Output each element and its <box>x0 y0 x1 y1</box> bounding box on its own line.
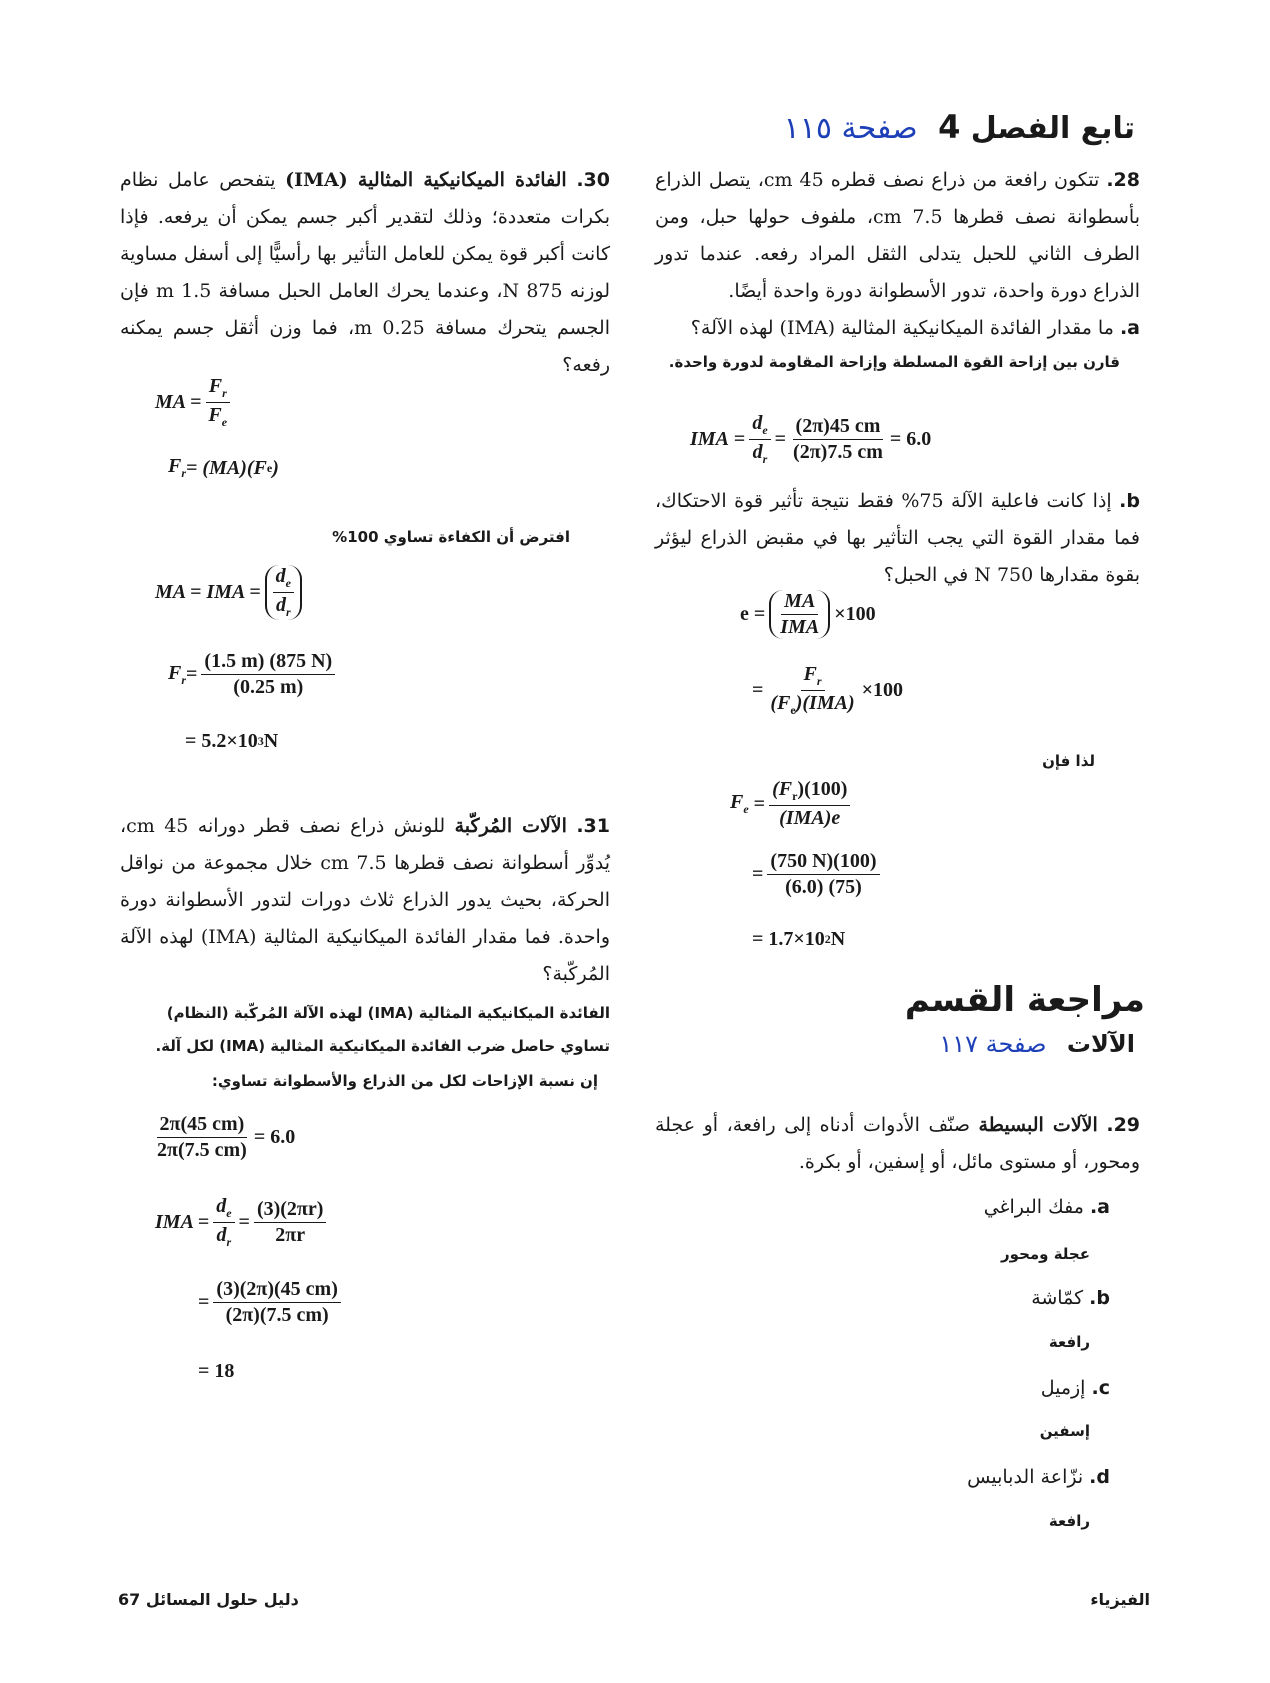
question-29 <box>655 1107 1140 1181</box>
q30-text: يتفحص عامل نظام بكرات متعددة؛ وذلك لتقدير أكبر جسم يمكن أن يرفعه. فإذا كانت أكبر قوة يمكن للعامل التأثير بها رأسيًّا إلى أسفل مساوية لوزنه 875 N، وعندما يحرك العامل الحبل مسافة 1.5 m فإن الجسم يتحرك مسافة 0.25 m، فما وزن أثقل جسم يمكنه رفعه؟ <box>120 169 610 376</box>
q28a-label: a. <box>1119 317 1140 339</box>
q28-text: تتكون رافعة من ذراع نصف قطره 45 cm، يتصل الذراع بأسطوانة نصف قطرها 7.5 cm، ملفوف حولها حبل، ومن الطرف الثاني للحبل يتدلى الثقل المراد رفعه. عندما تدور الذراع دورة واحدة، تدور الأسطوانة دورة واحدة أيضًا. <box>655 169 1140 302</box>
q28b-label: b. <box>1119 490 1140 512</box>
eq-lhs: IMA <box>690 428 729 450</box>
section-review-title: مراجعة القسم <box>904 980 1145 1020</box>
q29-item-c: c. إزميل <box>1040 1377 1110 1399</box>
q30-eq-ma: MA = $\frac{F_r}{F_e}$ <box>155 375 234 430</box>
q29-number: 29. <box>1106 1114 1141 1136</box>
q28-eq-fe: $F_e$ = $\frac{(F_r)(100)}{\text{(IMA)e}}$ <box>730 778 854 830</box>
q29-answer-b: رافعة <box>1048 1333 1090 1351</box>
q31-eq-values: = $\frac{(3)(2\pi)(45 cm)}{(2\pi)(7.5 cm)}$ <box>198 1278 345 1327</box>
q30-eq-ma-ima: MA = IMA = $\frac{d_e}{d_r}$ <box>155 565 306 620</box>
q30-assume: افترض أن الكفاءة تساوي 100% <box>332 528 570 546</box>
footer-right: الفيزياء <box>1090 1590 1150 1609</box>
q29-answer-a: عجلة ومحور <box>1001 1245 1090 1263</box>
q29-answer-d: رافعة <box>1048 1512 1090 1530</box>
q30-eq-result: = 5.2×10 3 N <box>185 730 279 752</box>
review-subtitle-text: الآلات <box>1066 1030 1135 1058</box>
section-review-subtitle <box>939 1030 1135 1058</box>
q28-eq-efficiency: e = $\frac{MA}{\text{IMA}}$ ×100 <box>740 590 876 638</box>
q30-eq-fr: $F_r$ = (MA)(F e ) <box>168 455 279 480</box>
chapter-header <box>784 108 1135 146</box>
chapter-number: 4 <box>938 108 961 146</box>
q31-title: الآلات المُركّبة <box>454 815 567 837</box>
q31-text: للونش ذراع نصف قطر دورانه 45 cm، يُدوِّر أسطوانة نصف قطرها 7.5 cm خلال مجموعة من نواقل الحركة، بحيث يدور الذراع ثلاث دورات لتدور الأسطوانة دورة واحدة. فما مقدار الفائدة الميكانيكية المثالية (IMA) لهذه الآلة المُركّبة؟ <box>120 815 610 985</box>
chapter-label: تابع الفصل <box>970 111 1135 146</box>
q31-eq-result: = 18 <box>198 1360 235 1382</box>
q28-eq-efficiency-2: = $\frac{F_r}{(F_e)(IMA)}$ ×100 <box>752 663 904 717</box>
footer-left: دليل حلول المسائل 67 <box>118 1590 299 1609</box>
q31-answer-1: الفائدة الميكانيكية المثالية (IMA) لهذه الآلة المُركّبة (النظام) تساوي حاصل ضرب الفائدة الميكانيكية المثالية (IMA) لكل آلة. <box>155 1004 610 1055</box>
q31-answer-2: إن نسبة الإزاحات لكل من الذراع والأسطوانة تساوي: <box>211 1072 598 1090</box>
question-30 <box>120 162 610 384</box>
then-label: لذا فإن <box>1042 752 1095 770</box>
q28-eq-ima: IMA = $\frac{d_e}{d_r}$ = $\frac{(2\pi)45 cm}{(2\pi)7.5 cm}$ = 6.0 <box>690 412 932 466</box>
q29-item-a: a. مفك البراغي <box>983 1196 1110 1218</box>
q29-item-b: b. كمّاشة <box>1031 1287 1110 1309</box>
q28a-hint: قارن بين إزاحة القوة المسلطة وإزاحة المقاومة لدورة واحدة. <box>668 353 1120 371</box>
q30-title: الفائدة الميكانيكية المثالية (IMA) <box>285 169 567 191</box>
page-reference: صفحة ١١٥ <box>783 111 918 146</box>
q30-number: 30. <box>576 169 610 191</box>
q28-eq-fe-result: = 1.7×10 2 N <box>752 928 846 950</box>
q28-text-block <box>655 162 1140 310</box>
question-31 <box>120 808 610 1098</box>
q29-item-d: d. نزّاعة الدبابيس <box>967 1466 1110 1488</box>
q29-text: صنّف الأدوات أدناه إلى رافعة، أو عجلة ومحور، أو مستوى مائل، أو إسفين، أو بكرة. <box>655 1114 1140 1173</box>
q28a-block <box>655 310 1140 347</box>
review-page-reference: صفحة ١١٧ <box>939 1030 1047 1058</box>
q31-number: 31. <box>576 815 610 837</box>
q28a-text: ما مقدار الفائدة الميكانيكية المثالية (IMA) لهذه الآلة؟ <box>690 317 1114 339</box>
q29-title: الآلات البسيطة <box>978 1114 1098 1136</box>
q29-answer-c: إسفين <box>1039 1422 1090 1440</box>
q31-eq-ratio: $\frac{2\pi(45 cm)}{2\pi(7.5 cm)}$ = 6.0 <box>157 1113 296 1161</box>
q31-eq-ima: IMA = $\frac{d_e}{d_r}$ = $\frac{(3)(2\pi r)}{2\pi r}$ <box>155 1195 330 1250</box>
q28-number: 28. <box>1106 169 1140 191</box>
q28b-block <box>655 483 1140 594</box>
q30-eq-fr-values: $F_r$ = $\frac{(1.5 m) (875 N)}{(0.25 m)}$ <box>168 650 339 699</box>
q28b-text: إذا كانت فاعلية الآلة 75% فقط نتيجة تأثير قوة الاحتكاك، فما مقدار القوة التي يجب التأثير بها في مقبض الذراع ليؤثر بقوة مقدارها 750 N في الحبل؟ <box>655 490 1140 586</box>
eq-result: = 6.0 <box>889 428 932 450</box>
q28-eq-fe-values: = $\frac{(750 N)(100)}{(6.0) (75)}$ <box>752 850 884 899</box>
question-28 <box>655 162 1140 371</box>
